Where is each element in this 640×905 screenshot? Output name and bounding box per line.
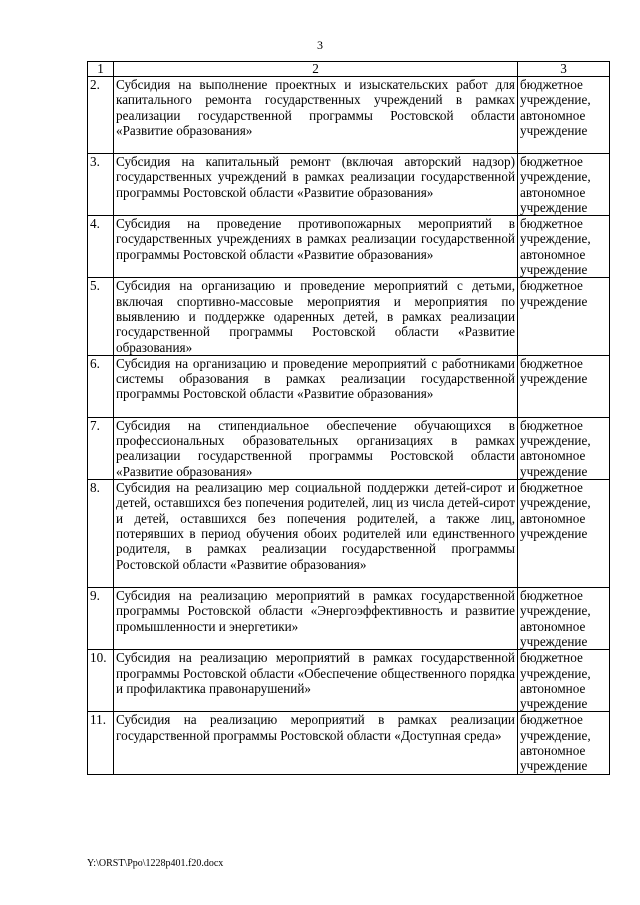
page-number: 3: [317, 38, 323, 52]
row-description: Субсидия на реализацию мероприятий в рамках государственной программы Ростовской области «Энергоэффективность и развитие промышленности и энергетики»: [114, 588, 518, 650]
institution-type-line: учреждение,: [520, 603, 591, 619]
table-row: [88, 417, 610, 479]
row-institution-type: [518, 216, 610, 278]
institution-type-line: бюджетное: [520, 588, 583, 604]
row-number: 6.: [88, 355, 114, 417]
institution-type-line: бюджетное: [520, 355, 583, 371]
column-header-2: 2: [114, 62, 518, 77]
row-description: Субсидия на стипендиальное обеспечение обучающихся в профессиональных образовательных организациях в рамках реализации государственной программы Ростовской области «Развитие образования»: [114, 417, 518, 479]
institution-type-line: учреждение: [520, 525, 588, 541]
institution-type-line: учреждение,: [520, 169, 591, 185]
subsidy-table: [87, 61, 610, 775]
row-institution-type: [518, 355, 610, 417]
row-number: 7.: [88, 417, 114, 479]
table-row: [88, 355, 610, 417]
column-header-3: 3: [518, 62, 610, 77]
institution-type-line: бюджетное: [520, 712, 583, 728]
institution-type-line: автономное: [520, 510, 586, 526]
table-row: [88, 77, 610, 154]
institution-type-line: учреждение: [520, 633, 588, 649]
row-description: Субсидия на выполнение проектных и изыскательских работ для капитального ремонта государственных учреждений в рамках реализации государственной программы Ростовской области «Развитие образования»: [114, 77, 518, 154]
row-institution-type: [518, 77, 610, 154]
table-row: [88, 480, 610, 588]
institution-type-line: учреждение: [520, 371, 588, 387]
institution-type-line: учреждение,: [520, 433, 591, 449]
table-row: [88, 216, 610, 278]
institution-type-line: учреждение,: [520, 231, 591, 247]
row-number: 9.: [88, 588, 114, 650]
institution-type-line: учреждение: [520, 262, 588, 278]
table-header-row: [88, 62, 610, 77]
row-number: 10.: [88, 650, 114, 712]
institution-type-line: автономное: [520, 680, 586, 696]
institution-type-line: бюджетное: [520, 417, 583, 433]
row-description: Субсидия на реализацию мер социальной поддержки детей-сирот и детей, оставшихся без попечения родителей, лиц из числа детей-сирот и детей, оставшихся без попечения родителей, а также лиц, потерявших в период обучения обоих родителей или единственного родителя, в рамках реализации государственной программы Ростовской области «Развитие образования»: [114, 480, 518, 588]
row-number: 3.: [88, 154, 114, 216]
institution-type-line: учреждение,: [520, 92, 591, 108]
table-row: [88, 650, 610, 712]
row-number: 2.: [88, 77, 114, 154]
institution-type-line: учреждение: [520, 758, 588, 774]
institution-type-line: бюджетное: [520, 154, 583, 169]
column-header-1: 1: [88, 62, 114, 77]
institution-type-line: учреждение: [520, 199, 588, 215]
institution-type-line: учреждение,: [520, 665, 591, 681]
institution-type-line: автономное: [520, 184, 586, 200]
table-row: [88, 588, 610, 650]
row-number: 4.: [88, 216, 114, 278]
row-institution-type: [518, 154, 610, 216]
institution-type-line: автономное: [520, 618, 586, 634]
institution-type-line: автономное: [520, 448, 586, 464]
row-number: 5.: [88, 278, 114, 355]
row-description: Субсидия на реализацию мероприятий в рамках государственной программы Ростовской области «Обеспечение общественного порядка и профилактика правонарушений»: [114, 650, 518, 712]
row-description: Субсидия на реализацию мероприятий в рамках реализации государственной программы Ростовской области «Доступная среда»: [114, 712, 518, 774]
institution-type-line: бюджетное: [520, 278, 583, 294]
institution-type-line: бюджетное: [520, 216, 583, 232]
institution-type-line: бюджетное: [520, 480, 583, 496]
file-path-footer: Y:\ORST\Ppo\1228p401.f20.docx: [87, 858, 224, 869]
row-institution-type: [518, 650, 610, 712]
institution-type-line: учреждение,: [520, 727, 591, 743]
row-institution-type: [518, 712, 610, 774]
institution-type-line: учреждение: [520, 293, 588, 309]
row-institution-type: [518, 588, 610, 650]
row-number: 11.: [88, 712, 114, 774]
table-row: [88, 278, 610, 355]
table-row: [88, 712, 610, 774]
institution-type-line: учреждение: [520, 122, 588, 138]
institution-type-line: учреждение: [520, 696, 588, 712]
row-institution-type: [518, 480, 610, 588]
row-number: 8.: [88, 480, 114, 588]
row-institution-type: [518, 278, 610, 355]
row-description: Субсидия на организацию и проведение мероприятий с детьми, включая спортивно-массовые мероприятия и мероприятия по выявлению и поддержке одаренных детей, в рамках реализации государственной программы Ростовской области «Развитие образования»: [114, 278, 518, 355]
institution-type-line: бюджетное: [520, 77, 583, 92]
row-institution-type: [518, 417, 610, 479]
institution-type-line: автономное: [520, 107, 586, 123]
institution-type-line: учреждение,: [520, 495, 591, 511]
row-description: Субсидия на капитальный ремонт (включая авторский надзор) государственных учреждений в рамках реализации государственной программы Ростовской области «Развитие образования»: [114, 154, 518, 216]
institution-type-line: учреждение: [520, 463, 588, 479]
institution-type-line: бюджетное: [520, 650, 583, 666]
row-description: Субсидия на проведение противопожарных мероприятий в государственных учреждениях в рамках реализации государственной программы Ростовской области «Развитие образования»: [114, 216, 518, 278]
table-row: [88, 154, 610, 216]
institution-type-line: автономное: [520, 246, 586, 262]
row-description: Субсидия на организацию и проведение мероприятий с работниками системы образования в рамках реализации государственной программы Ростовской области «Развитие образования»: [114, 355, 518, 417]
institution-type-line: автономное: [520, 743, 586, 759]
